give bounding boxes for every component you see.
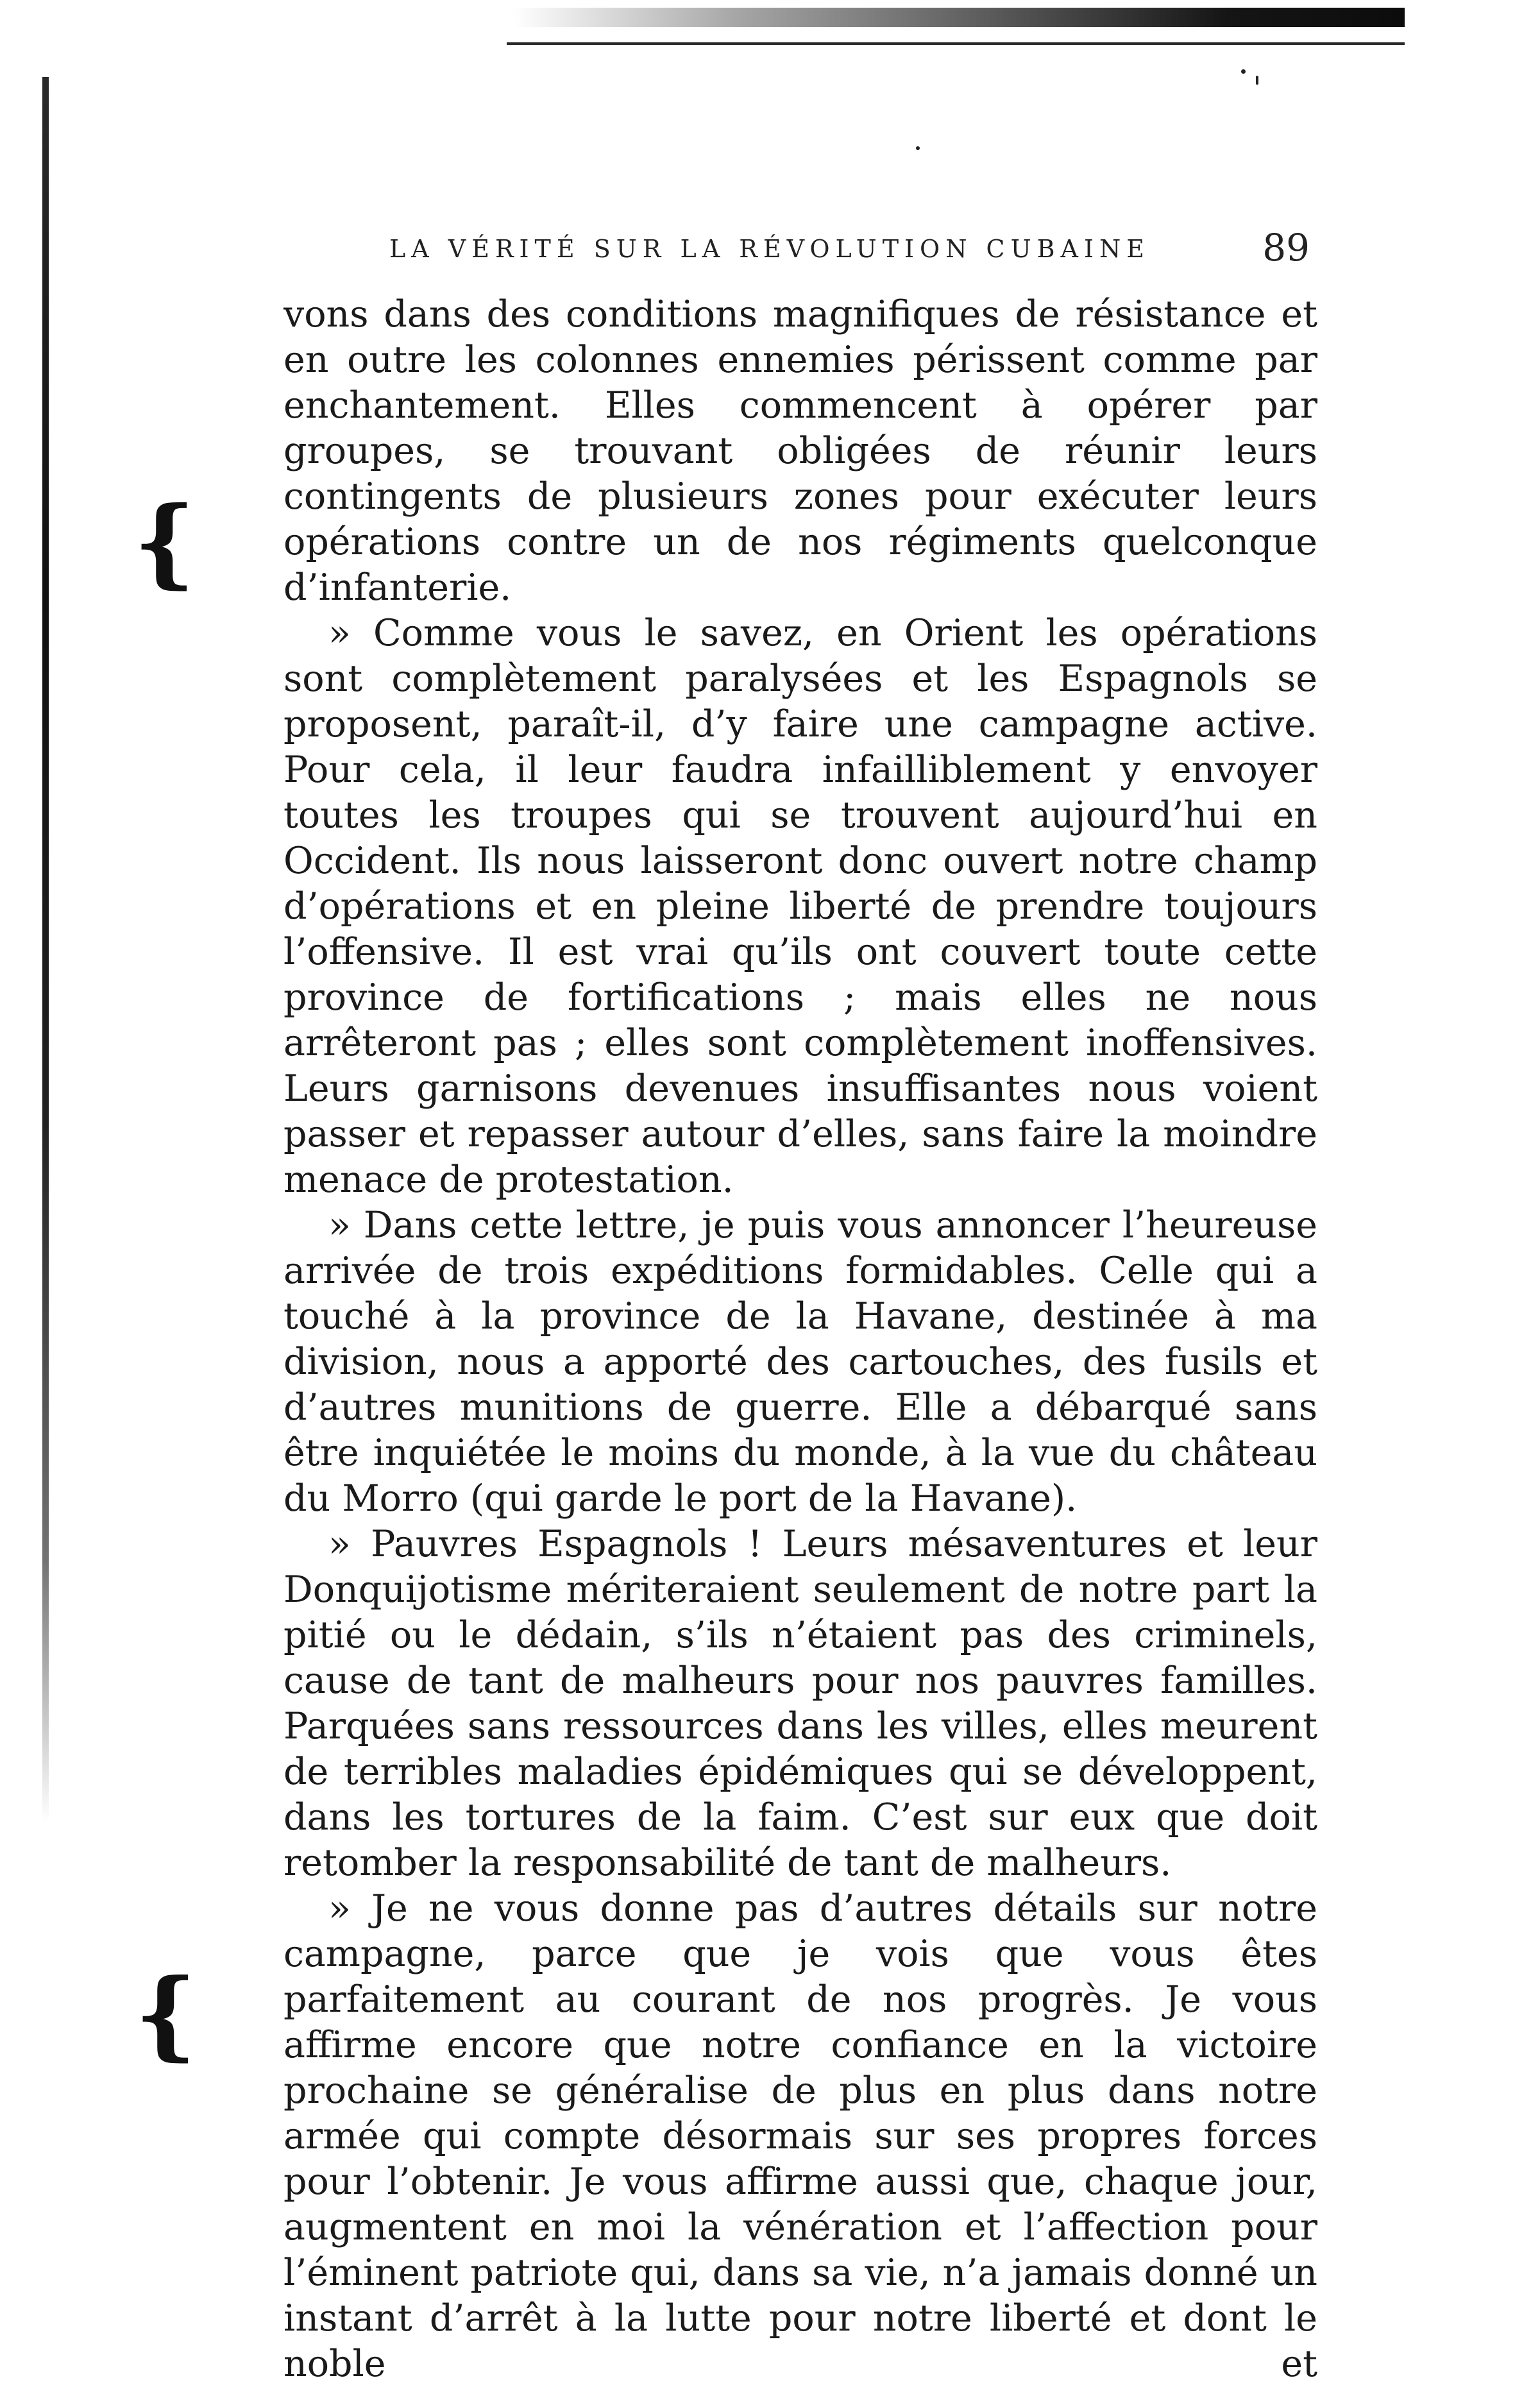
margin-brace-mark: { bbox=[135, 1958, 197, 2071]
margin-brace-mark: { bbox=[133, 486, 196, 599]
scan-top-edge-shadow bbox=[513, 8, 1405, 27]
scan-speck bbox=[1241, 69, 1246, 74]
paragraph: » Je ne vous donne pas d’autres détails sur notre campagne, parce que je vois que vous êtes parfaitement au courant de nos progrès. Je vous affirme encore que notre confiance en la victoire prochaine se généralise de plus en plus dans notre armée qui compte désormais sur ses propres forces pour l’obtenir. Je vous affirme aussi que, chaque jour, augmentent en moi la vénération et l’affection pour l’éminent patriote qui, dans sa vie, n’a jamais donné un instant d’arrêt à la lutte pour notre liberté et dont le noble et bbox=[283, 1887, 1317, 2385]
paragraph: vons dans des conditions magnifiques de résistance et en outre les colonnes ennemies périssent comme par enchantement. Elles commencent à opérer par groupes, se trouvant obligées de réunir leurs contingents de plusieurs zones pour exécuter leurs opérations contre un de nos régiments quelconque d’infanterie. bbox=[283, 293, 1317, 609]
paragraph: » Pauvres Espagnols ! Leurs mésaventures et leur Donquijotisme mériteraient seulement de notre part la pitié ou le dédain, s’ils n’étaient pas des criminels, cause de tant de malheurs pour nos pauvres familles. Parquées sans ressources dans les villes, elles meurent de terribles maladies épidémiques qui se développent, dans les tortures de la faim. C’est sur eux que doit retomber la responsabilité de tant de malheurs. bbox=[283, 1523, 1317, 1884]
paragraph: » Comme vous le savez, en Orient les opérations sont complètement paralysées et les Espagnols se proposent, paraît-il, d’y faire une campagne active. Pour cela, il leur faudra infailliblement y envoyer toutes les troupes qui se trouvent aujourd’hui en Occident. Ils nous laisseront donc ouvert notre champ d’opérations et en pleine liberté de prendre toujours l’offensive. Il est vrai qu’ils ont couvert toute cette province de fortifications ; mais elles ne nous arrêteront pas ; elles sont complètement inoffensives. Leurs garnisons devenues insuffisantes nous voient passer et repasser autour d’elles, sans faire la moindre menace de protestation. bbox=[283, 612, 1317, 1201]
scan-speck bbox=[1256, 76, 1258, 85]
body-text bbox=[283, 292, 1317, 2387]
running-title: LA VÉRITÉ SUR LA RÉVOLUTION CUBAINE bbox=[389, 235, 1150, 263]
scan-top-rule bbox=[507, 42, 1405, 45]
running-head bbox=[283, 223, 1316, 275]
scan-binding-edge bbox=[42, 77, 49, 1822]
page-number: 89 bbox=[1262, 226, 1310, 269]
scan-speck bbox=[916, 146, 920, 150]
paragraph: » Dans cette lettre, je puis vous annoncer l’heureuse arrivée de trois expéditions formidables. Celle qui a touché à la province de la Havane, destinée à ma division, nous a apporté des cartouches, des fusils et d’autres munitions de guerre. Elle a débarqué sans être inquiétée le moins du monde, à la vue du château du Morro (qui garde le port de la Havane). bbox=[283, 1204, 1317, 1520]
